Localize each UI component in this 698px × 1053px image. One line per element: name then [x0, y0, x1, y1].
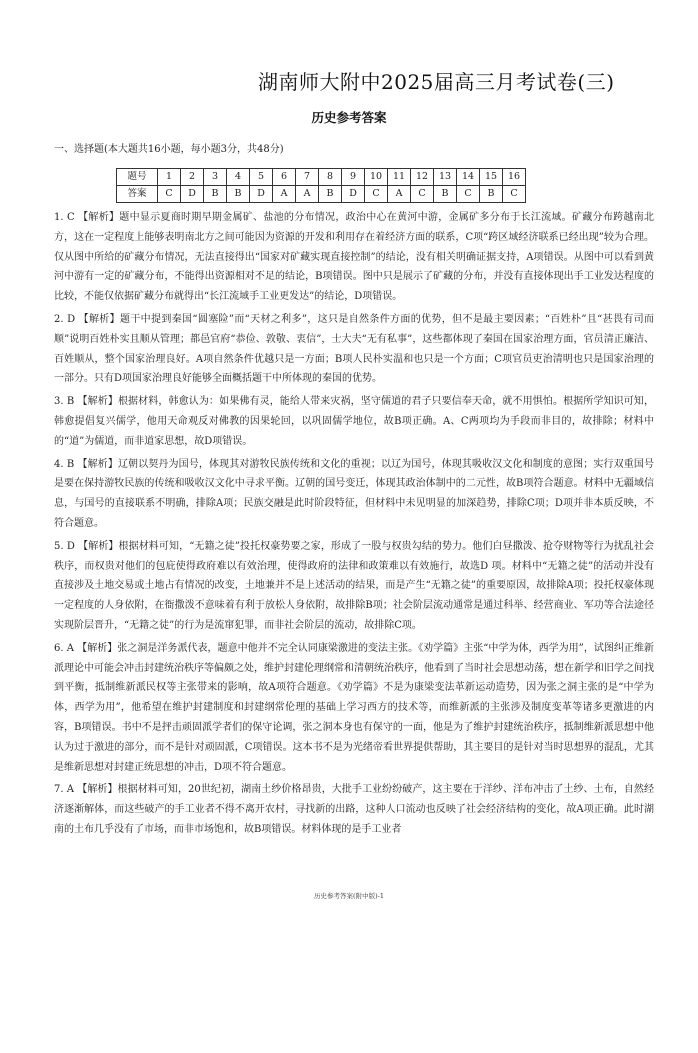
answer-letter: C [158, 186, 181, 203]
question-number: 12 [411, 169, 434, 186]
question-number: 14 [457, 169, 480, 186]
answer-letter: B [434, 186, 457, 203]
question-number: 7 [296, 169, 319, 186]
explanation-paragraph: 7. A 【解析】根据材料可知，20世纪初，湖南土纱价格昂贵，大批手工业纷纷破产，这主要在于洋纱、洋布冲击了土纱、土布，自然经济逐渐解体，而这些破产的手工业者不得不离开农村，寻找新的出路，这种人口流动也反映了社会经济结构的变化，故A项正确。此时湖南的土布几乎没有了市场，而非市场饱和，故B项错误。材料体现的是手工业者 [54, 784, 654, 835]
explanation-paragraph: 6. A 【解析】张之洞是洋务派代表，题意中他并不完全认同康梁激进的变法主张。《劝学篇》主张“中学为体，西学为用”，试图纠正维新派理论中可能会冲击封建统治秩序等偏颇之处，维护封建伦理纲常和清朝统治秩序，他看到了当时社会思想动荡，想在新学和旧学之间找到平衡，抵制维新派民权等主张带来的影响，故A项符合题意。《劝学篇》不是为康梁变法革新运动造势，因为张之洞主张的是“中学为体，西学为用”，他希望在维护封建制度和封建纲常伦理的基础上学习西方的技术等，而维新派的主张涉及制度变革等诸多更激进的内容，B项错误。书中不是抨击顽固派学者们的保守论调，张之洞本身也有保守的一面，他是为了维护封建统治秩序，抵制维新派思想中他认为过于激进的部分，而不是针对顽固派，C项错误。这本书不是为光绪帝看世界提供帮助，其主要目的是针对当时思想界的混乱，尤其是维新思想对封建正统思想的冲击，D项不符合题意。 [54, 642, 654, 773]
answer-letter: A [273, 186, 296, 203]
answer-letter: A [296, 186, 319, 203]
question-number: 3 [204, 169, 227, 186]
explanation-paragraph: 4. B 【解析】辽朝以契丹为国号，体现其对游牧民族传统和文化的重视；以辽为国号，体现其吸收汉文化和制度的意图；实行双重国号是要在保持游牧民族的传统和吸收汉文化中寻求平衡。辽朝的国号变迁，体现其政治体制中的二元性，故B项符合题意。材料中无疆域信息，与国号的直接联系不明确，排除A项；民族交融是此时阶段特征，但材料中未见明显的加深趋势，排除C项；D项并非本质反映，不符合题意。 [54, 458, 654, 529]
explanation-paragraph: 1. C 【解析】题中显示夏商时期早期金属矿、盐池的分布情况，政治中心在黄河中游，金属矿多分布于长江流域。矿藏分布跨越南北方，这在一定程度上能够表明南北方之间可能因为资源的开发和利用存在着经济方面的联系，C项“跨区域经济联系已经出现”较为合理。仅从图中所给的矿藏分布情况，无法直接得出“国家对矿藏实现直接控制”的结论，没有相关明确证据支持，A项错误。从图中可以看到黄河中游有一定的矿藏分布，不能得出资源相对不足的结论，B项错误。图中只是展示了矿藏的分布，并没有直接体现出手工业发达程度的比较，不能仅依据矿藏分布就得出“长江流域手工业更发达”的结论，D项错误。 [54, 212, 654, 303]
row-label-answers: 答案 [117, 186, 158, 203]
question-number: 16 [503, 169, 526, 186]
section-heading-multiple-choice: 一、选择题(本大题共16小题，每小题3分，共48分) [54, 144, 284, 155]
question-number: 6 [273, 169, 296, 186]
explanation-paragraph: 3. B 【解析】根据材料，韩愈认为：如果佛有灵，能给人带来灾祸，坚守儒道的君子只要信奉天命，就不用惧怕。根据所学知识可知，韩愈提倡复兴儒学，他用天命观反对佛教的因果轮回，以巩固儒学地位，故B项正确。A、C两项均为手段而非目的，故排除；材料中的“道”为儒道，而非道家思想，故D项错误。 [54, 396, 654, 447]
question-number: 4 [227, 169, 250, 186]
question-number: 2 [181, 169, 204, 186]
answer-key-title: 历史参考答案 [311, 110, 387, 125]
answer-letter: D [250, 186, 273, 203]
answer-letter: B [227, 186, 250, 203]
answer-table-number-row [117, 169, 526, 186]
answer-table [116, 168, 526, 203]
explanations [54, 208, 654, 843]
answer-letter: D [181, 186, 204, 203]
question-number: 8 [319, 169, 342, 186]
row-label-numbers: 题号 [117, 169, 158, 186]
answer-letter: C [503, 186, 526, 203]
answer-table-answer-row [117, 186, 526, 203]
answer-letter: B [319, 186, 342, 203]
answer-letter: B [204, 186, 227, 203]
exam-title: 湖南师大附中2025届高三月考试卷(三) [258, 70, 615, 94]
explanation-paragraph: 2. D 【解析】题干中提到秦国“圆塞险”而“天材之利多”，这只是自然条件方面的优势，但不是最主要因素；“百姓朴”且“甚畏有司而顺”说明百姓朴实且顺从管理；都邑官府“恭俭、敦敬、衷信”，士大夫“无有私事”，这些都体现了秦国在国家治理方面，官员清正廉洁、百姓顺从，整个国家治理良好。A项自然条件优越只是一方面；B项人民朴实温和也只是一个方面；C项官员吏治清明也只是国家治理的一部分。只有D项国家治理良好能够全面概括题干中所体现的秦国的优势。 [54, 313, 654, 385]
question-number: 9 [342, 169, 365, 186]
answer-letter: B [480, 186, 503, 203]
question-number: 5 [250, 169, 273, 186]
answer-letter: D [342, 186, 365, 203]
page-footer: 历史参考答案(附中版)-1 [314, 892, 384, 900]
explanation-paragraph: 5. D 【解析】根据材料可知，“无籍之徒”投托权豪势要之家，形成了一股与权贵勾结的势力。他们白昼撒泼、抢夺财物等行为扰乱社会秩序，而权贵对他们的包庇使得政府难以有效治理，使得政府的法律和政策难以有效施行，故选D 项。材料中“无籍之徒”的活动并没有直接涉及土地交易或土地占有情况的改变，土地兼并不是上述活动的结果，而是产生“无籍之徒”的重要原因，故排除A项；投托权豪体现一定程度的人身依附，在衙撒泼不意味着有利于放松人身依附，故排除B项；社会阶层流动通常是通过科举、经营商业、军功等合法途径实现阶层晋升，“无籍之徒”的行为是流窜犯罪，而非社会阶层的流动，故排除C项。 [54, 540, 654, 631]
answer-letter: C [457, 186, 480, 203]
question-number: 15 [480, 169, 503, 186]
question-number: 1 [158, 169, 181, 186]
answer-letter: C [365, 186, 388, 203]
answer-letter: C [411, 186, 434, 203]
question-number: 10 [365, 169, 388, 186]
question-number: 13 [434, 169, 457, 186]
question-number: 11 [388, 169, 411, 186]
answer-letter: A [388, 186, 411, 203]
